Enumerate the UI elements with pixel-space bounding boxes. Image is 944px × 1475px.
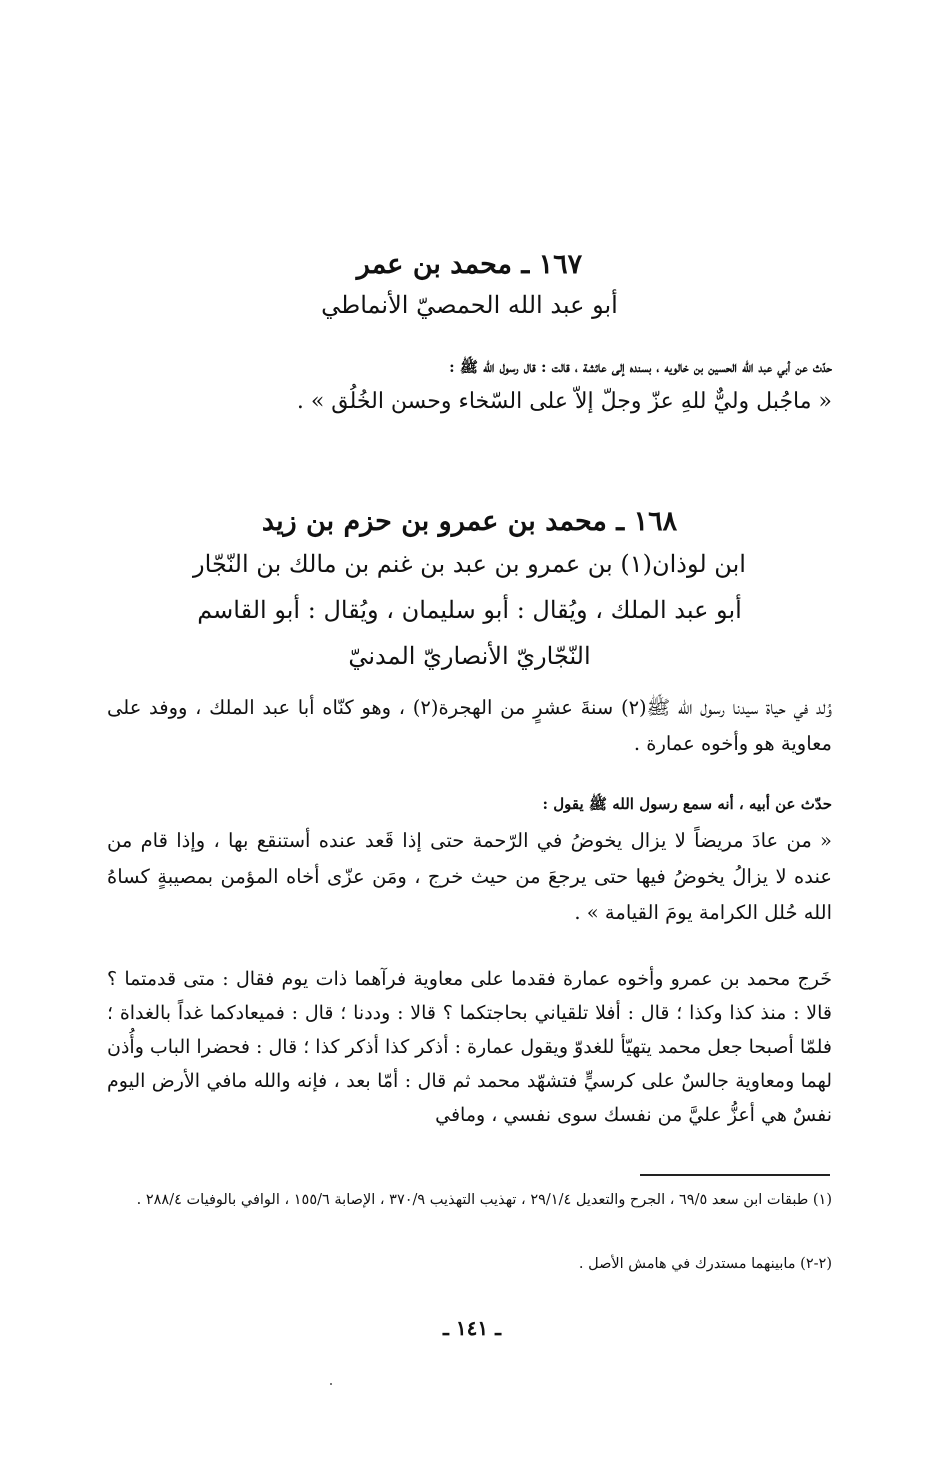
entry-168-narrative: خَرج محمد بن عمرو وأخوه عمارة فقدما على معاوية فرآهما ذات يوم فقال : متى قدمتما ؟ قالا : منذ كذا وكذا ؛ قال : أفلا تلقياني بحاجتكما ؟ قالا : وددنا ؛ قال : فميعادكما غداً بالغداة ؛ فلمّا أصبحا جعل محمد يتهيّأ للغدوّ ويقول عمارة : أذكر كذا أذكر كذا ؛ قال : فحضرا الباب وأُذن لهما ومعاوية جالسٌ على كرسيٍّ فتشهّد محمد ثم قال : أمّا بعد ، فإنه والله مافي الأرض اليوم نفسٌ هي أعزُّ عليَّ من نفسك سوى نفسي ، ومافي bbox=[107, 968, 832, 1126]
entry-168-kunya: أبو عبد الملك ، ويُقال : أبو سليمان ، ويُقال : أبو القاسم bbox=[197, 596, 742, 624]
entry-167-hadith: « ماجُبل وليٌّ للهِ عزّ وجلّ إلاّ على السّخاء وحسن الخُلُق » . bbox=[296, 389, 832, 414]
footnote-2: (٢-٢) مابينهما مستدرك في هامش الأصل . bbox=[578, 1256, 832, 1272]
entry-168-nisba: النّجّاريّ الأنصاريّ المدنيّ bbox=[348, 642, 591, 670]
entry-168-lineage: ابن لوذان(١) بن عمرو بن عبد بن غنم بن مالك بن النّجّار bbox=[193, 550, 746, 578]
entry-168-biography: وُلد في حياة سيدنا رسول الله ﷺ(٢) سنةَ عشرٍ من الهجرة(٢) ، وهو كنّاه أبا عبد الملك ، ووفد على معاوية هو وأخوه عمارة . bbox=[107, 696, 832, 755]
footnote-separator bbox=[640, 1174, 830, 1176]
entry-168-heading: ١٦٨ ـ محمد بن عمرو بن حزم بن زيد bbox=[261, 506, 678, 537]
entry-167-subtitle: أبو عبد الله الحمصيّ الأنماطي bbox=[321, 291, 618, 319]
entry-167-heading: ١٦٧ ـ محمد بن عمر bbox=[356, 249, 583, 280]
page-number: ـ ١٤١ ـ bbox=[443, 1316, 501, 1340]
entry-168-isnad: حدّث عن أبيه ، أنه سمع رسول الله ﷺ يقول : bbox=[542, 795, 832, 813]
entry-168-hadith: « من عادَ مريضاً لا يزال يخوضُ في الرّحمة حتى إذا قَعد عنده أستنقع بها ، وإذا قام من عنده لا يزالُ يخوضُ فيها حتى يرجعَ من حيث خرج ، ومَن عزّى أخاه المؤمن بمصيبةٍ كساهُ الله حُلل الكرامة يومَ القيامة » . bbox=[107, 829, 832, 924]
footnote-1: (١) طبقات ابن سعد ٦٩/٥ ، الجرح والتعديل ٢٩/١/٤ ، تهذيب التهذيب ٣٧٠/٩ ، الإصابة ١٥٥/٦ ، الوافي بالوفيات ٢٨٨/٤ . bbox=[136, 1192, 832, 1208]
entry-167-isnad: حدّث عن أبي عبد الله الحسين بن خالويه ، بسنده إلى عائشة ، قالت : قال رسول الله ﷺ : bbox=[449, 358, 832, 376]
scan-speck bbox=[330, 1383, 332, 1385]
